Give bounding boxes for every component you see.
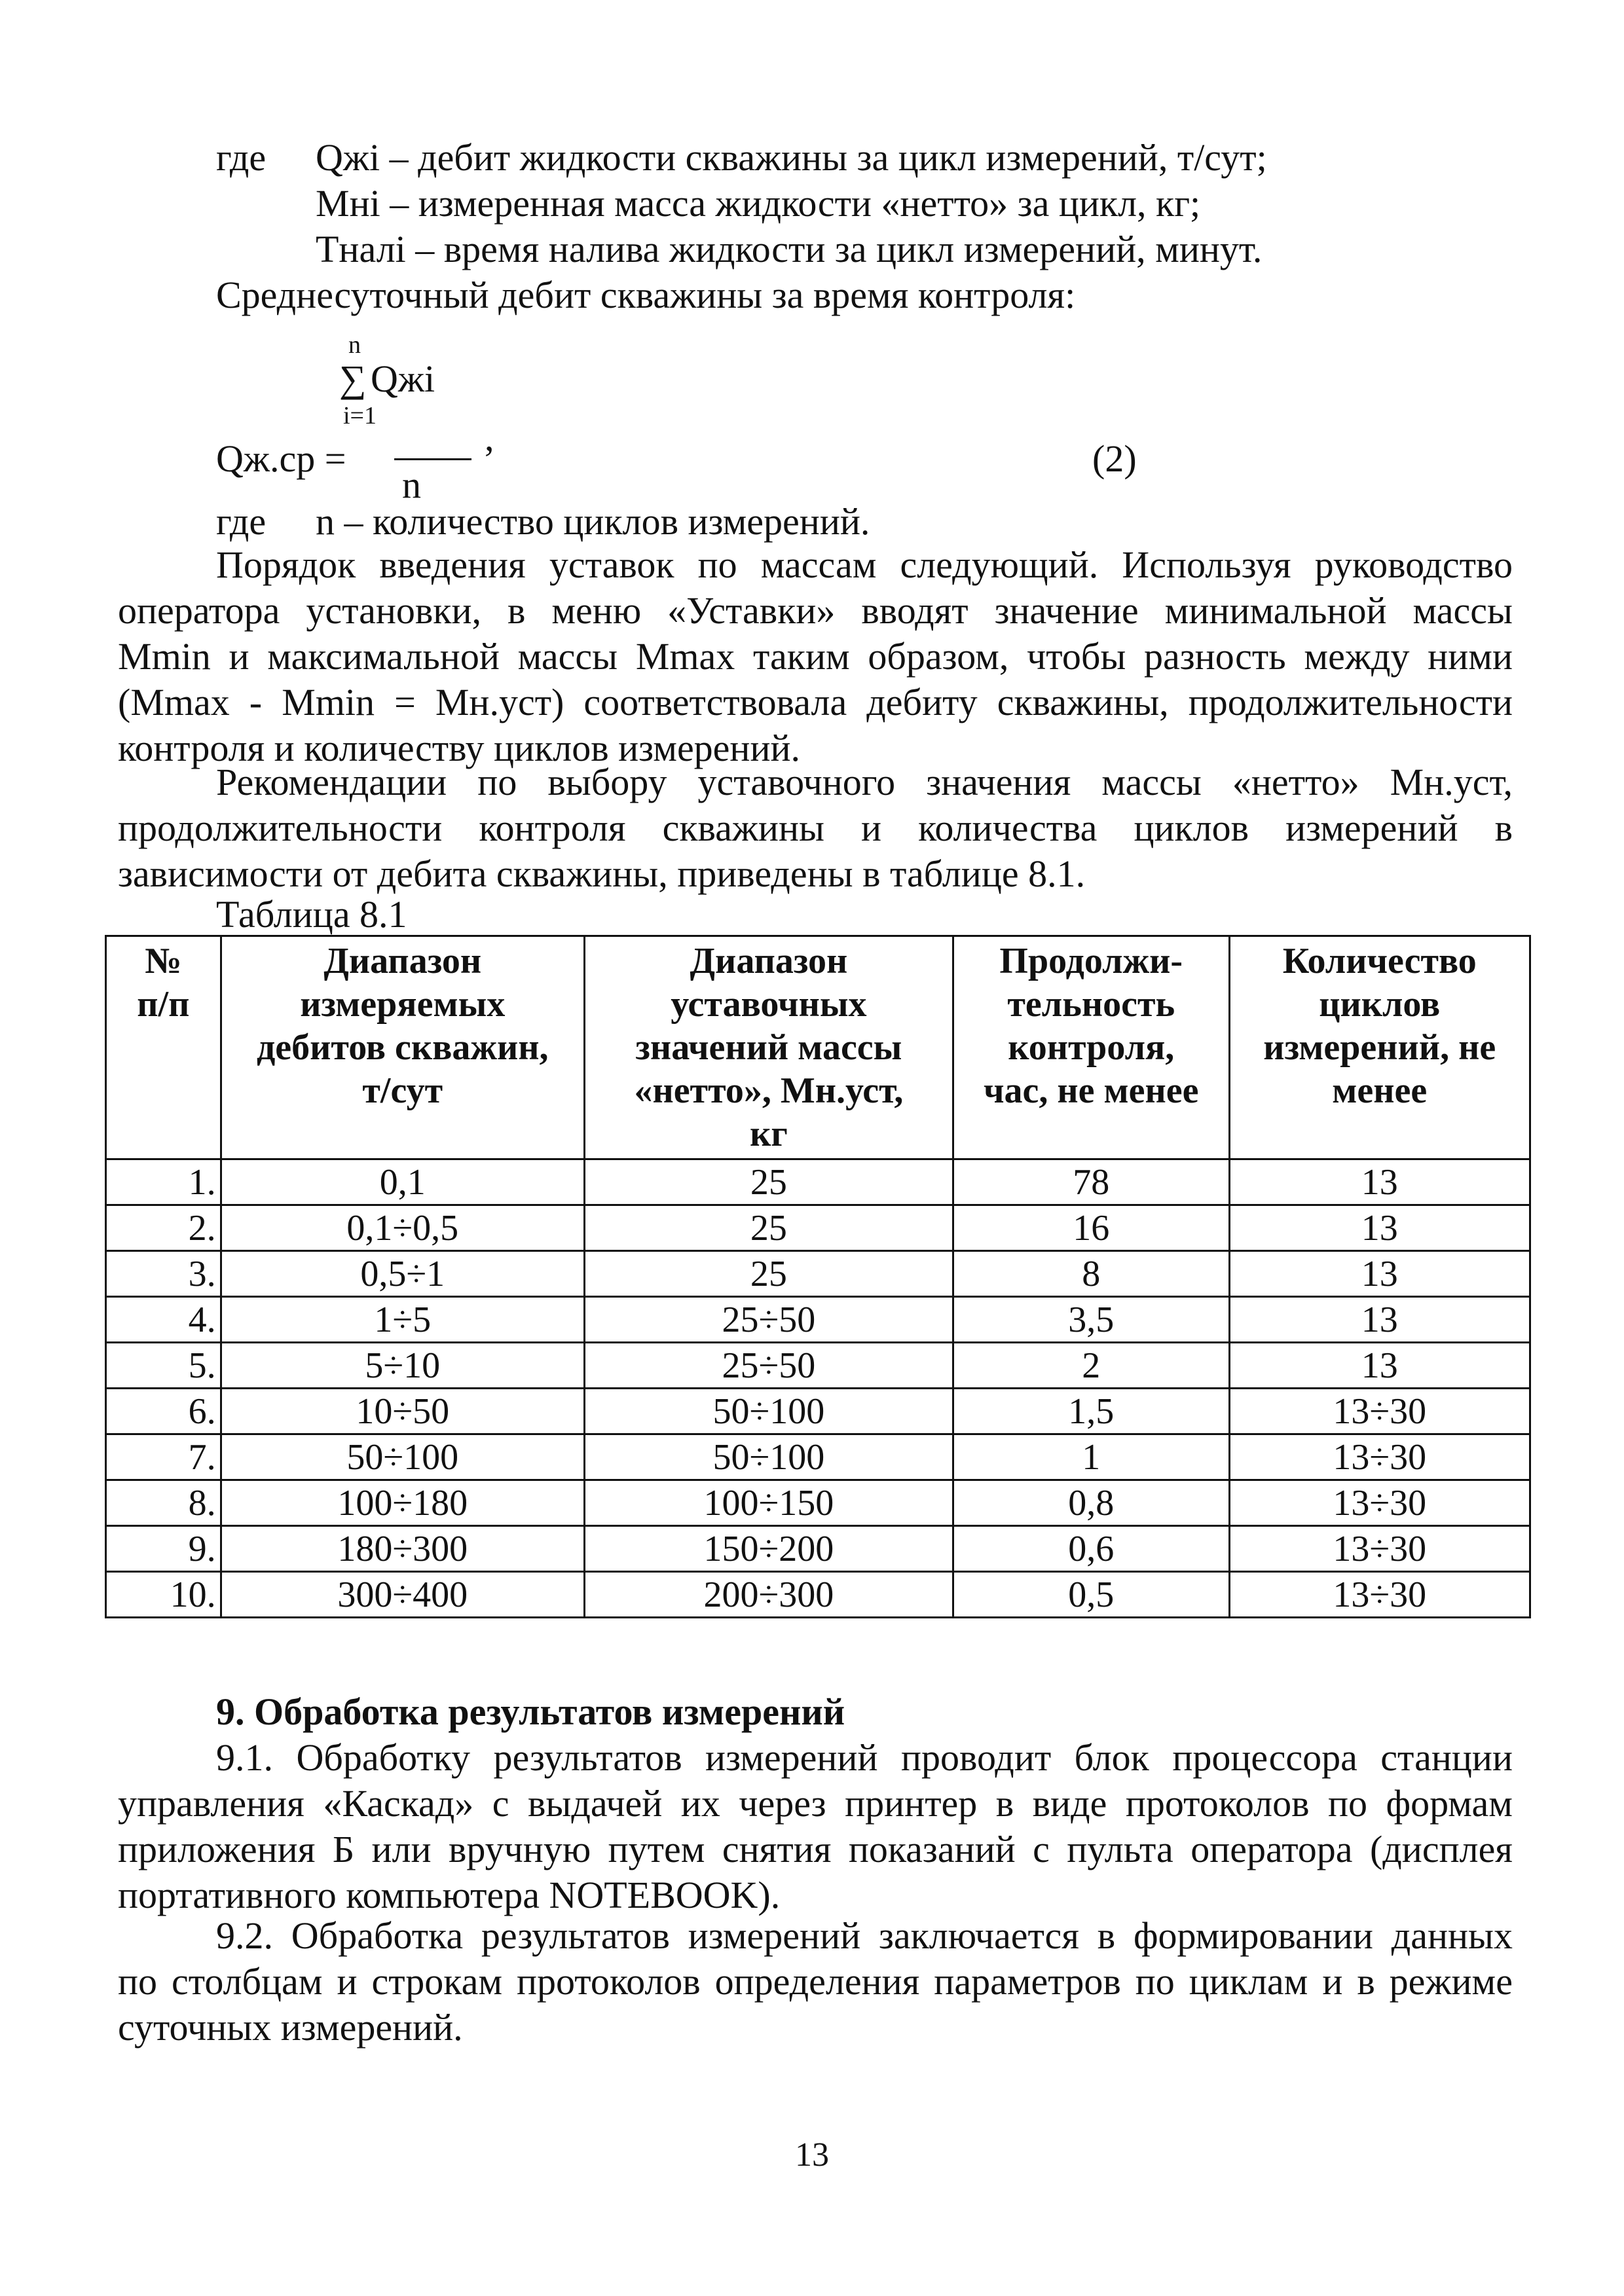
table-row — [106, 1205, 1530, 1251]
cell-cycles: 13÷30 — [1229, 1434, 1530, 1480]
cell-number: 9. — [106, 1526, 221, 1572]
text-line: приложения Б или вручную путем снятия показаний с пульта оператора (дисплея — [118, 1828, 1513, 1870]
text-line: по столбцам и строкам протоколов определения параметров по циклам и в режиме — [118, 1960, 1513, 2003]
cell-number: 3. — [106, 1251, 221, 1297]
cell-flow-range: 5÷10 — [221, 1343, 584, 1389]
cell-mass-setpoint: 25÷50 — [584, 1343, 953, 1389]
table-row — [106, 1251, 1530, 1297]
formula-number: (2) — [1092, 437, 1137, 480]
header-number: № п/п — [106, 936, 221, 1159]
paragraph-9-2 — [118, 1913, 1513, 2050]
definition-m: Mні – измеренная масса жидкости «нетто» за цикл, кг; — [316, 182, 1201, 225]
cell-duration: 78 — [953, 1159, 1229, 1205]
definition-n: n – количество циклов измерений. — [316, 500, 870, 543]
cell-duration: 1 — [953, 1434, 1229, 1480]
cell-duration: 0,6 — [953, 1526, 1229, 1572]
text-line: зависимости от дебита скважины, приведены в таблице 8.1. — [118, 852, 1086, 895]
cell-mass-setpoint: 25 — [584, 1205, 953, 1251]
average-intro: Среднесуточный дебит скважины за время контроля: — [216, 274, 1076, 316]
cell-number: 6. — [106, 1389, 221, 1434]
cell-number: 10. — [106, 1572, 221, 1618]
cell-flow-range: 0,1÷0,5 — [221, 1205, 584, 1251]
cell-duration: 8 — [953, 1251, 1229, 1297]
where-label: где — [216, 136, 267, 179]
cell-duration: 0,8 — [953, 1480, 1229, 1526]
header-duration: Продолжи- тельность контроля, час, не менее — [953, 936, 1229, 1159]
cell-flow-range: 50÷100 — [221, 1434, 584, 1480]
cell-mass-setpoint: 100÷150 — [584, 1480, 953, 1526]
page-number: 13 — [795, 2136, 829, 2174]
cell-mass-setpoint: 25÷50 — [584, 1297, 953, 1343]
sum-lower-limit: i=1 — [343, 402, 377, 429]
table-8-1 — [105, 935, 1531, 1618]
text-line: оператора установки, в меню «Уставки» вводят значение минимальной массы — [118, 589, 1513, 632]
cell-flow-range: 0,5÷1 — [221, 1251, 584, 1297]
table-row — [106, 1526, 1530, 1572]
cell-mass-setpoint: 50÷100 — [584, 1389, 953, 1434]
header-flow-range: Диапазон измеряемых дебитов скважин, т/сут — [221, 936, 584, 1159]
cell-duration: 16 — [953, 1205, 1229, 1251]
cell-number: 5. — [106, 1343, 221, 1389]
text-line: суточных измерений. — [118, 2006, 463, 2049]
text-line: продолжительности контроля скважины и количества циклов измерений в — [118, 807, 1513, 849]
cell-cycles: 13 — [1229, 1205, 1530, 1251]
table-row — [106, 1297, 1530, 1343]
header-mass-setpoint-range: Диапазон уставочных значений массы «нетто», Мн.уст, кг — [584, 936, 953, 1159]
cell-flow-range: 300÷400 — [221, 1572, 584, 1618]
text-line: 9.1. Обработку результатов измерений проводит блок процессора станции — [216, 1736, 1513, 1779]
cell-mass-setpoint: 25 — [584, 1251, 953, 1297]
table-row — [106, 1572, 1530, 1618]
table-caption: Таблица 8.1 — [216, 893, 407, 936]
cell-number: 7. — [106, 1434, 221, 1480]
definition-t: Тналі – время налива жидкости за цикл измерений, минут. — [316, 228, 1263, 270]
header-cycle-count: Количество циклов измерений, не менее — [1229, 936, 1530, 1159]
cell-cycles: 13 — [1229, 1251, 1530, 1297]
table-row — [106, 1159, 1530, 1205]
cell-cycles: 13÷30 — [1229, 1526, 1530, 1572]
formula-comma: , — [485, 416, 494, 459]
cell-number: 8. — [106, 1480, 221, 1526]
cell-mass-setpoint: 200÷300 — [584, 1572, 953, 1618]
table-row — [106, 1434, 1530, 1480]
cell-duration: 1,5 — [953, 1389, 1229, 1434]
text-line: (Mmax - Mmin = Мн.уст) соответствовала дебиту скважины, продолжительности — [118, 681, 1513, 723]
sum-term: Qжі — [371, 357, 435, 400]
formula-lhs: Qж.ср = — [216, 437, 346, 480]
cell-mass-setpoint: 50÷100 — [584, 1434, 953, 1480]
text-line: контроля и количеству циклов измерений. — [118, 727, 801, 769]
table-header-row — [106, 936, 1530, 1159]
cell-cycles: 13 — [1229, 1343, 1530, 1389]
definition-q: Qжі – дебит жидкости скважины за цикл измерений, т/сут; — [316, 136, 1267, 179]
table-row — [106, 1480, 1530, 1526]
text-line: портативного компьютера NOTEBOOK). — [118, 1874, 781, 1916]
paragraph-9-1 — [118, 1735, 1513, 1918]
cell-flow-range: 1÷5 — [221, 1297, 584, 1343]
cell-mass-setpoint: 150÷200 — [584, 1526, 953, 1572]
cell-mass-setpoint: 25 — [584, 1159, 953, 1205]
text-line: 9.2. Обработка результатов измерений заключается в формировании данных — [216, 1914, 1513, 1957]
cell-number: 2. — [106, 1205, 221, 1251]
cell-flow-range: 180÷300 — [221, 1526, 584, 1572]
cell-cycles: 13 — [1229, 1297, 1530, 1343]
table-row — [106, 1343, 1530, 1389]
cell-flow-range: 10÷50 — [221, 1389, 584, 1434]
cell-flow-range: 0,1 — [221, 1159, 584, 1205]
text-line: Порядок введения уставок по массам следующий. Используя руководство — [216, 543, 1513, 586]
sum-upper-limit: n — [348, 331, 361, 359]
where-label-n: где — [216, 500, 267, 543]
cell-cycles: 13 — [1229, 1159, 1530, 1205]
cell-duration: 0,5 — [953, 1572, 1229, 1618]
cell-number: 4. — [106, 1297, 221, 1343]
table-row — [106, 1389, 1530, 1434]
cell-cycles: 13÷30 — [1229, 1572, 1530, 1618]
sigma-symbol: ∑ — [339, 357, 367, 400]
cell-cycles: 13÷30 — [1229, 1480, 1530, 1526]
cell-flow-range: 100÷180 — [221, 1480, 584, 1526]
cell-cycles: 13÷30 — [1229, 1389, 1530, 1434]
fraction-bar — [394, 458, 471, 460]
text-line: Mmin и максимальной массы Mmax таким образом, чтобы разность между ними — [118, 635, 1513, 678]
text-line: Рекомендации по выбору уставочного значения массы «нетто» Мн.уст, — [216, 761, 1513, 803]
fraction-denominator: n — [402, 464, 421, 506]
section-title: 9. Обработка результатов измерений — [216, 1690, 845, 1733]
cell-duration: 2 — [953, 1343, 1229, 1389]
cell-duration: 3,5 — [953, 1297, 1229, 1343]
cell-number: 1. — [106, 1159, 221, 1205]
paragraph-recommendations — [118, 759, 1513, 897]
paragraph-setpoints — [118, 542, 1513, 771]
text-line: управления «Каскад» с выдачей их через принтер в виде протоколов по формам — [118, 1782, 1513, 1825]
